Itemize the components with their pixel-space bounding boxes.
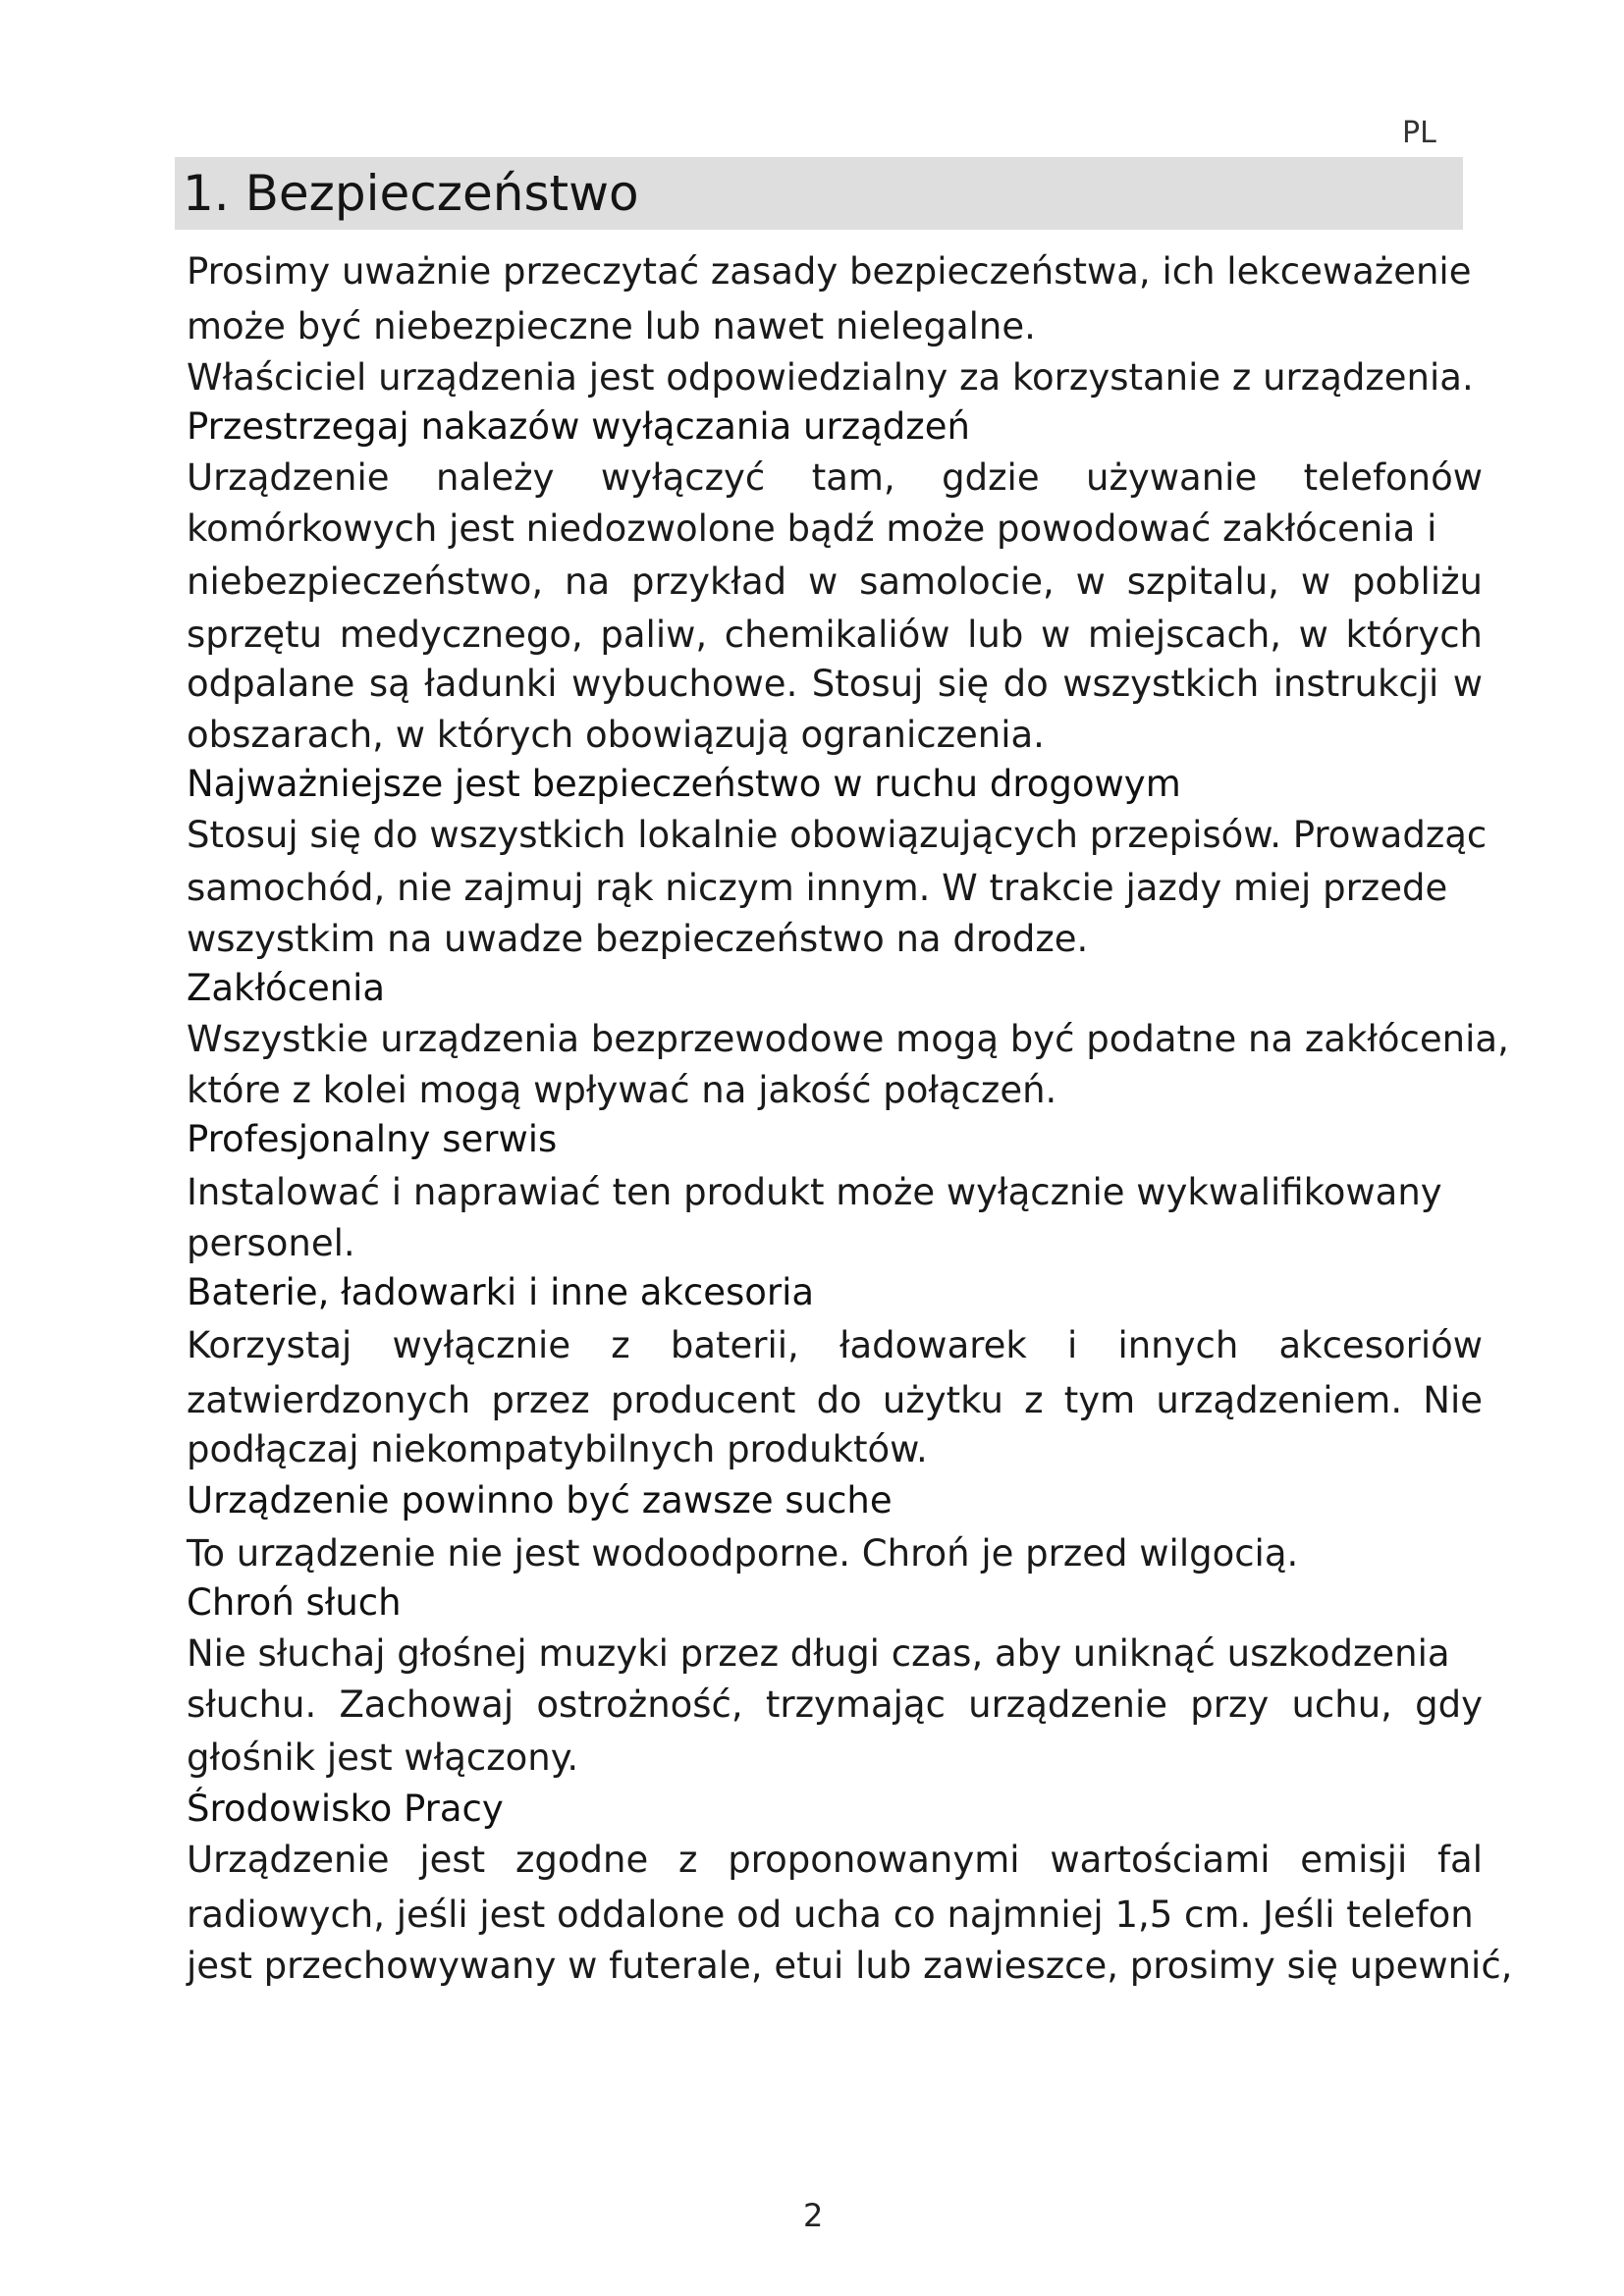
section-heading: Środowisko Pracy bbox=[187, 1788, 504, 1830]
paragraph-line: głośnik jest włączony. bbox=[187, 1736, 579, 1779]
section-title: 1. Bezpieczeństwo bbox=[183, 165, 639, 222]
section-heading: Najważniejsze jest bezpieczeństwo w ruchu drogowym bbox=[187, 763, 1181, 805]
paragraph-line: komórkowych jest niedozwolone bądź może powodować zakłócenia i bbox=[187, 507, 1437, 550]
paragraph-line: Urządzenie jest zgodne z proponowanymi wartościami emisji fal bbox=[187, 1839, 1483, 1881]
section-heading: Profesjonalny serwis bbox=[187, 1118, 558, 1160]
paragraph-line: odpalane są ładunki wybuchowe. Stosuj się do wszystkich instrukcji w bbox=[187, 663, 1483, 705]
paragraph-line: jest przechowywany w futerale, etui lub zawieszce, prosimy się upewnić, bbox=[187, 1945, 1513, 1987]
section-heading: Urządzenie powinno być zawsze suche bbox=[187, 1479, 893, 1522]
paragraph-line: może być niebezpieczne lub nawet nielegalne. bbox=[187, 305, 1036, 347]
section-heading: Baterie, ładowarki i inne akcesoria bbox=[187, 1271, 815, 1313]
paragraph-line: sprzętu medycznego, paliw, chemikaliów lub w miejscach, w których bbox=[187, 614, 1483, 656]
section-heading: Zakłócenia bbox=[187, 967, 386, 1009]
paragraph-line: Instalować i naprawiać ten produkt może wyłącznie wykwalifikowany bbox=[187, 1171, 1442, 1213]
paragraph-line: zatwierdzonych przez producent do użytku z tym urządzeniem. Nie bbox=[187, 1379, 1483, 1421]
section-heading: Przestrzegaj nakazów wyłączania urządzeń bbox=[187, 405, 970, 448]
paragraph-line: To urządzenie nie jest wodoodporne. Chroń je przed wilgocią. bbox=[187, 1532, 1299, 1575]
paragraph-line: Nie słuchaj głośnej muzyki przez długi czas, aby uniknąć uszkodzenia bbox=[187, 1632, 1450, 1675]
paragraph-line: niebezpieczeństwo, na przykład w samolocie, w szpitalu, w pobliżu bbox=[187, 561, 1483, 603]
paragraph-line: personel. bbox=[187, 1222, 355, 1264]
section-heading: Chroń słuch bbox=[187, 1581, 402, 1624]
paragraph-line: Właściciel urządzenia jest odpowiedzialny za korzystanie z urządzenia. bbox=[187, 356, 1474, 399]
paragraph-line: Urządzenie należy wyłączyć tam, gdzie używanie telefonów bbox=[187, 456, 1483, 499]
language-code: PL bbox=[1402, 116, 1436, 150]
paragraph-line: Korzystaj wyłącznie z baterii, ładowarek i innych akcesoriów bbox=[187, 1324, 1483, 1366]
paragraph-line: Stosuj się do wszystkich lokalnie obowiązujących przepisów. Prowadząc bbox=[187, 814, 1488, 856]
paragraph-line: obszarach, w których obowiązują ograniczenia. bbox=[187, 714, 1045, 756]
paragraph-line: samochód, nie zajmuj rąk niczym innym. W trakcie jazdy miej przede bbox=[187, 867, 1448, 909]
paragraph-line: wszystkim na uwadze bezpieczeństwo na drodze. bbox=[187, 918, 1089, 960]
paragraph-line: Prosimy uważnie przeczytać zasady bezpieczeństwa, ich lekceważenie bbox=[187, 250, 1472, 293]
paragraph-line: które z kolei mogą wpływać na jakość połączeń. bbox=[187, 1069, 1057, 1111]
paragraph-line: słuchu. Zachowaj ostrożność, trzymając urządzenie przy uchu, gdy bbox=[187, 1683, 1483, 1726]
paragraph-line: podłączaj niekompatybilnych produktów. bbox=[187, 1428, 928, 1470]
paragraph-line: Wszystkie urządzenia bezprzewodowe mogą być podatne na zakłócenia, bbox=[187, 1018, 1509, 1060]
page-number: 2 bbox=[803, 2197, 824, 2234]
paragraph-line: radiowych, jeśli jest oddalone od ucha co najmniej 1,5 cm. Jeśli telefon bbox=[187, 1894, 1474, 1936]
